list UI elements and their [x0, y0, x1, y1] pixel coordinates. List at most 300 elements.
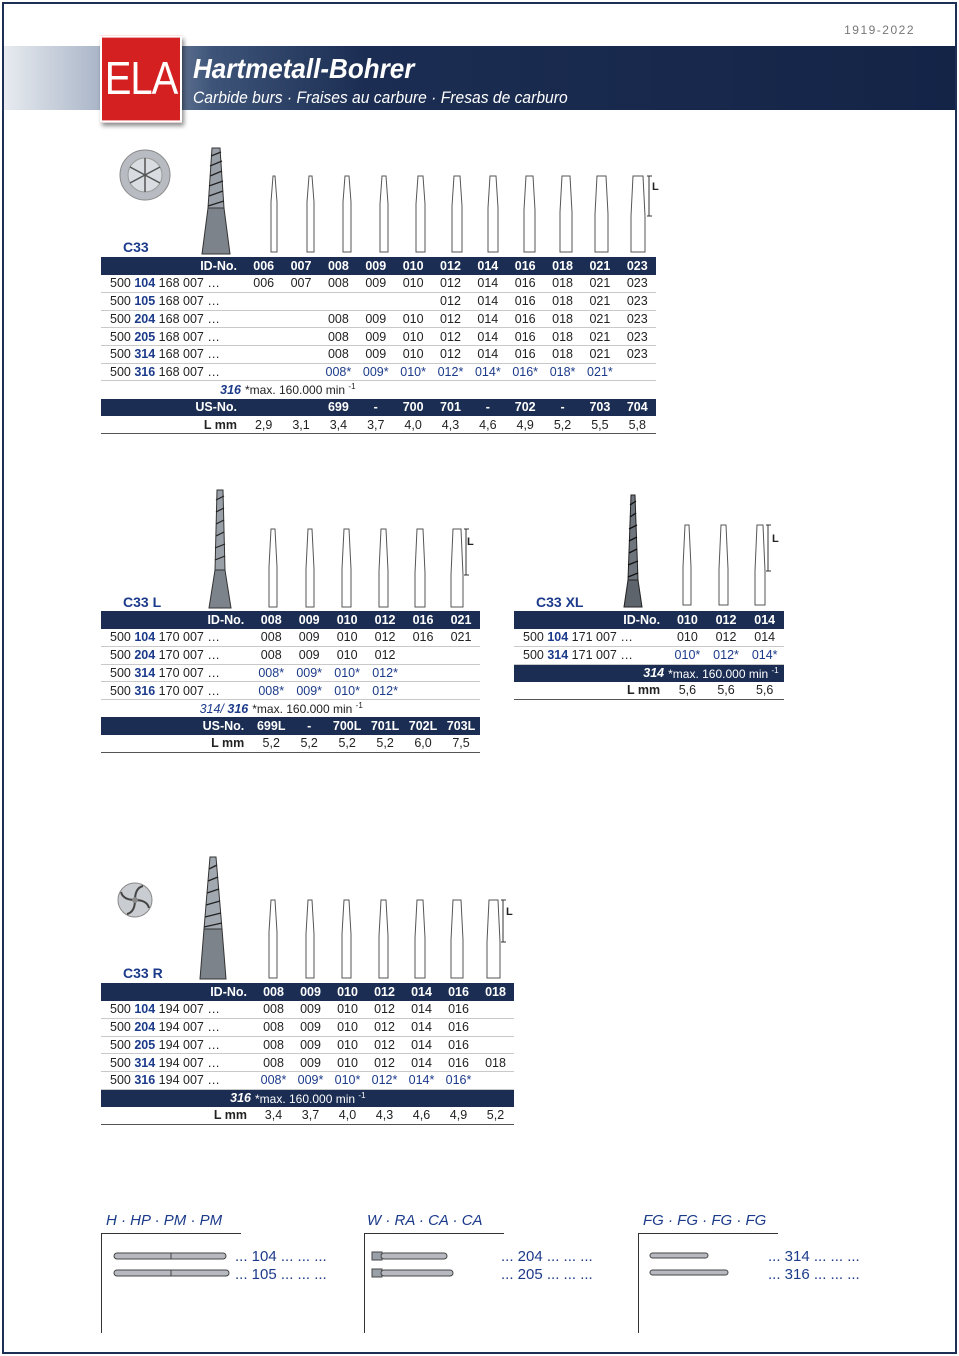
reference-number: 500 104 194 007 … [101, 1001, 255, 1019]
us-cell: 700L [328, 717, 366, 735]
cell: 010* [668, 646, 707, 664]
reference-number: 500 104 170 007 … [101, 629, 252, 647]
cell: 014 [403, 1001, 440, 1019]
c33l-length-marker: L [467, 536, 474, 548]
cell: 009 [290, 646, 328, 664]
us-cell: 701 [432, 399, 469, 417]
shank-box-fg [638, 1233, 778, 1333]
c33l-size-sketches [255, 527, 470, 609]
c33-end-view-image [119, 150, 175, 200]
cell: 018* [544, 363, 581, 381]
table-row [101, 682, 480, 700]
cell: 016* [440, 1071, 477, 1089]
table-row [101, 1071, 514, 1089]
reference-number: 500 316 168 007 … [101, 363, 245, 381]
cell: 012 [432, 328, 469, 346]
c33r-id-row [101, 983, 514, 1001]
id-cell: 012 [366, 983, 403, 1001]
cell [245, 292, 282, 310]
c33r-spec-table [101, 983, 514, 1125]
cell: 007 [282, 275, 319, 293]
note-text: *max. 160.000 min $^{-1}$ [245, 382, 356, 398]
c33-id-cell: 010 [394, 257, 431, 275]
cell: 016 [440, 1054, 477, 1072]
cell: 008 [320, 310, 357, 328]
c33-size-sketches [255, 172, 655, 254]
us-cell: - [544, 399, 581, 417]
c33-id-cell: 009 [357, 257, 394, 275]
cell: 016 [440, 1036, 477, 1054]
cell: 012 [432, 275, 469, 293]
cell [282, 292, 319, 310]
id-cell: 016 [404, 611, 442, 629]
cell: 010 [329, 1036, 366, 1054]
speed-note-row [514, 664, 784, 682]
table-row [101, 363, 656, 381]
c33r-size-sketches [255, 898, 507, 980]
us-cell: - [469, 399, 506, 417]
cell: 016 [507, 292, 544, 310]
cell: 023 [619, 310, 656, 328]
cell: 021 [581, 345, 618, 363]
c33-id-cell: 021 [581, 257, 618, 275]
cell: 010 [328, 646, 366, 664]
cell: 008 [252, 646, 290, 664]
cell [477, 1071, 514, 1089]
cell: 008 [255, 1036, 292, 1054]
lmm-cell: 2,9 [245, 416, 282, 434]
cell: 008* [252, 682, 290, 700]
cell [442, 646, 480, 664]
id-cell: 008 [255, 983, 292, 1001]
cell: 009 [290, 629, 328, 647]
cell: 021 [581, 275, 618, 293]
cell: 021* [581, 363, 618, 381]
us-header: US-No. [101, 399, 245, 417]
cell: 009 [292, 1001, 329, 1019]
note-text: *max. 160.000 min $^{-1}$ [668, 664, 784, 682]
table-row [101, 1036, 514, 1054]
speed-note-row [101, 1089, 514, 1107]
reference-number: 500 205 168 007 … [101, 328, 245, 346]
shank-code-205: ... 205 ... ... ... [501, 1266, 593, 1283]
reference-number: 500 204 170 007 … [101, 646, 252, 664]
reference-number: 500 105 168 007 … [101, 292, 245, 310]
lmm-cell: 5,6 [745, 682, 784, 700]
cell [477, 1018, 514, 1036]
lmm-cell: 3,7 [292, 1107, 329, 1125]
cell: 012* [366, 682, 404, 700]
c33l-us-row [101, 717, 480, 735]
table-row [101, 292, 656, 310]
cell [394, 292, 431, 310]
cell [404, 664, 442, 682]
us-header: US-No. [101, 717, 252, 735]
cell: 014* [403, 1071, 440, 1089]
cell: 009* [290, 664, 328, 682]
c33-spec-table [101, 257, 656, 434]
table-row [101, 1054, 514, 1072]
cell: 008* [255, 1071, 292, 1089]
reference-number: 500 204 168 007 … [101, 310, 245, 328]
cell: 021 [581, 328, 618, 346]
cell: 012 [432, 292, 469, 310]
us-cell: 703L [442, 717, 480, 735]
cell: 023 [619, 292, 656, 310]
c33l-bur-image [208, 490, 232, 608]
id-cell: 010 [328, 611, 366, 629]
cell: 008 [255, 1018, 292, 1036]
c33-us-row [101, 399, 656, 417]
cell: 008 [320, 345, 357, 363]
cell: 018 [544, 345, 581, 363]
cell: 009 [292, 1036, 329, 1054]
cell [282, 328, 319, 346]
note-text: *max. 160.000 min $^{-1}$ [252, 701, 363, 717]
c33xl-length-row [514, 682, 784, 700]
cell: 008 [320, 275, 357, 293]
c33r-bur-image [198, 857, 228, 979]
table-row [514, 646, 784, 664]
cell: 012 [366, 1001, 403, 1019]
cell: 009* [290, 682, 328, 700]
cell: 012 [432, 345, 469, 363]
table-row [101, 1001, 514, 1019]
cell: 012* [366, 1071, 403, 1089]
note-text: *max. 160.000 min $^{-1}$ [255, 1089, 514, 1107]
lmm-header: L mm [514, 682, 668, 700]
note-code: 314/ 316 [199, 701, 249, 716]
c33xl-label: C33 XL [536, 594, 584, 610]
cell: 012 [432, 310, 469, 328]
lmm-cell: 3,4 [320, 416, 357, 434]
cell: 023 [619, 328, 656, 346]
c33-id-cell: 018 [544, 257, 581, 275]
c33r-length-row [101, 1107, 514, 1125]
cell [282, 345, 319, 363]
cell: 014* [745, 646, 784, 664]
cell: 021 [581, 310, 618, 328]
cell: 021 [442, 629, 480, 647]
lmm-cell: 5,2 [366, 735, 404, 753]
cell [442, 682, 480, 700]
cell: 012* [432, 363, 469, 381]
reference-number: 500 314 168 007 … [101, 345, 245, 363]
reference-number: 500 104 168 007 … [101, 275, 245, 293]
table-row [101, 664, 480, 682]
cell: 016 [507, 310, 544, 328]
cell: 010 [329, 1001, 366, 1019]
shank-h-image [113, 1251, 233, 1281]
lmm-cell: 5,6 [668, 682, 707, 700]
reference-number: 500 314 170 007 … [101, 664, 252, 682]
us-cell: 701L [366, 717, 404, 735]
id-header: ID-No. [101, 611, 252, 629]
cell: 018 [544, 328, 581, 346]
cell: 018 [544, 292, 581, 310]
ela-logo: ELA [100, 35, 182, 122]
us-cell: 700 [394, 399, 431, 417]
c33r-length-marker: L [506, 906, 513, 918]
cell: 009 [357, 310, 394, 328]
reference-number: 500 104 171 007 … [514, 629, 668, 647]
c33-id-cell: 007 [282, 257, 319, 275]
lmm-header: L mm [101, 735, 252, 753]
c33xl-bur-image [621, 495, 645, 607]
id-cell: 010 [668, 611, 707, 629]
shank-heading-w: W · RA · CA · CA [367, 1212, 483, 1229]
shank-box-h [101, 1233, 241, 1333]
cell: 012 [366, 1018, 403, 1036]
shank-box-w [364, 1233, 504, 1333]
cell: 010 [329, 1054, 366, 1072]
id-cell: 021 [442, 611, 480, 629]
c33l-label: C33 L [123, 594, 162, 610]
cell: 009* [357, 363, 394, 381]
table-row [101, 345, 656, 363]
cell: 010 [329, 1018, 366, 1036]
cell: 014 [403, 1054, 440, 1072]
table-row [101, 310, 656, 328]
cell: 006 [245, 275, 282, 293]
reference-number: 500 314 171 007 … [514, 646, 668, 664]
shank-code-105: ... 105 ... ... ... [235, 1266, 327, 1283]
table-row [101, 629, 480, 647]
cell: 010 [394, 345, 431, 363]
id-cell: 016 [440, 983, 477, 1001]
cell [477, 1001, 514, 1019]
cell: 018 [544, 310, 581, 328]
shank-code-104: ... 104 ... ... ... [235, 1248, 327, 1265]
cell: 016 [507, 328, 544, 346]
c33-id-cell: 016 [507, 257, 544, 275]
cell: 010 [668, 629, 707, 647]
cell: 014 [469, 275, 506, 293]
c33r-label: C33 R [123, 965, 163, 981]
cell: 023 [619, 345, 656, 363]
c33-id-cell: 014 [469, 257, 506, 275]
cell: 010 [394, 275, 431, 293]
lmm-cell: 5,2 [290, 735, 328, 753]
shank-code-204: ... 204 ... ... ... [501, 1248, 593, 1265]
cell [320, 292, 357, 310]
c33-length-marker: L [652, 181, 659, 193]
cell: 010 [394, 310, 431, 328]
table-row [101, 646, 480, 664]
cell: 014* [469, 363, 506, 381]
cell: 008* [252, 664, 290, 682]
cell: 018 [544, 275, 581, 293]
reference-number: 500 205 194 007 … [101, 1036, 255, 1054]
cell: 016 [440, 1018, 477, 1036]
c33-id-cell: 012 [432, 257, 469, 275]
c33-id-header: ID-No. [101, 257, 245, 275]
us-cell: 702L [404, 717, 442, 735]
cell: 012 [366, 629, 404, 647]
lmm-cell: 5,2 [328, 735, 366, 753]
table-row [514, 629, 784, 647]
lmm-cell: 7,5 [442, 735, 480, 753]
cell: 014 [469, 345, 506, 363]
cell: 010* [329, 1071, 366, 1089]
cell: 010 [394, 328, 431, 346]
us-cell: - [290, 717, 328, 735]
lmm-cell: 5,2 [544, 416, 581, 434]
shank-w-image [371, 1250, 461, 1280]
c33-label: C33 [123, 239, 149, 255]
cell: 009 [292, 1018, 329, 1036]
cell [619, 363, 656, 381]
id-cell: 012 [366, 611, 404, 629]
cell: 009* [292, 1071, 329, 1089]
id-header: ID-No. [514, 611, 668, 629]
us-cell: 704 [619, 399, 656, 417]
id-cell: 009 [292, 983, 329, 1001]
lmm-cell: 5,2 [252, 735, 290, 753]
cell [245, 345, 282, 363]
id-cell: 008 [252, 611, 290, 629]
reference-number: 500 204 194 007 … [101, 1018, 255, 1036]
lmm-cell: 3,1 [282, 416, 319, 434]
c33-id-cell: 023 [619, 257, 656, 275]
cell: 018 [477, 1054, 514, 1072]
reference-number: 500 316 194 007 … [101, 1071, 255, 1089]
us-cell: 699L [252, 717, 290, 735]
lmm-cell: 5,6 [707, 682, 746, 700]
cell [282, 363, 319, 381]
page-title: Hartmetall-Bohrer [193, 53, 415, 84]
cell [442, 664, 480, 682]
cell [245, 363, 282, 381]
lmm-cell: 4,9 [507, 416, 544, 434]
lmm-cell: 4,6 [403, 1107, 440, 1125]
id-cell: 018 [477, 983, 514, 1001]
id-cell: 014 [403, 983, 440, 1001]
cell: 008 [252, 629, 290, 647]
cell: 014 [469, 310, 506, 328]
cell [477, 1036, 514, 1054]
cell: 016 [507, 345, 544, 363]
c33-id-row [101, 257, 656, 275]
cell: 012 [707, 629, 746, 647]
year-range: 1919-2022 [844, 23, 915, 37]
cell: 009 [357, 328, 394, 346]
lmm-header: L mm [101, 416, 245, 434]
cell: 009 [357, 345, 394, 363]
cell: 016* [507, 363, 544, 381]
cell: 010* [328, 664, 366, 682]
cell: 014 [469, 292, 506, 310]
lmm-cell: 4,3 [366, 1107, 403, 1125]
us-cell: 702 [507, 399, 544, 417]
shank-heading-fg: FG · FG · FG · FG [643, 1212, 767, 1229]
lmm-cell: 6,0 [404, 735, 442, 753]
cell: 008 [255, 1054, 292, 1072]
table-row [101, 275, 656, 293]
id-header: ID-No. [101, 983, 255, 1001]
c33l-length-row [101, 735, 480, 753]
cell: 012 [366, 1054, 403, 1072]
us-cell [245, 399, 282, 417]
cell [245, 310, 282, 328]
shank-heading-h: H · HP · PM · PM [106, 1212, 223, 1229]
c33-id-cell: 008 [320, 257, 357, 275]
shank-code-314: ... 314 ... ... ... [768, 1248, 860, 1265]
cell: 010* [328, 682, 366, 700]
reference-number: 500 314 194 007 … [101, 1054, 255, 1072]
cell: 012 [366, 646, 404, 664]
lmm-cell: 5,5 [581, 416, 618, 434]
id-cell: 012 [707, 611, 746, 629]
page-subtitle: Carbide burs · Fraises au carbure · Fresas de carburo [193, 88, 568, 107]
c33l-id-row [101, 611, 480, 629]
c33l-spec-table [101, 611, 480, 753]
cell: 016 [440, 1001, 477, 1019]
cell [404, 682, 442, 700]
lmm-cell: 4,3 [432, 416, 469, 434]
note-code: 316 [101, 1089, 255, 1107]
cell: 010 [328, 629, 366, 647]
cell: 012* [707, 646, 746, 664]
c33xl-size-sketches [670, 523, 775, 607]
shank-code-316: ... 316 ... ... ... [768, 1266, 860, 1283]
cell [282, 310, 319, 328]
lmm-cell: 3,7 [357, 416, 394, 434]
note-code: 316 [220, 382, 241, 397]
lmm-cell: 4,0 [329, 1107, 366, 1125]
c33xl-id-row [514, 611, 784, 629]
speed-note-row [101, 381, 656, 399]
cell [404, 646, 442, 664]
note-code: 314 [514, 664, 668, 682]
c33xl-spec-table [514, 611, 784, 700]
cell: 014 [403, 1018, 440, 1036]
cell: 014 [469, 328, 506, 346]
table-row [101, 328, 656, 346]
cell: 012 [366, 1036, 403, 1054]
lmm-cell: 5,8 [619, 416, 656, 434]
us-cell: - [357, 399, 394, 417]
cell: 012* [366, 664, 404, 682]
cell: 014 [403, 1036, 440, 1054]
lmm-cell: 5,2 [477, 1107, 514, 1125]
c33-length-row [101, 416, 656, 434]
shank-fg-image [649, 1251, 739, 1281]
cell: 023 [619, 275, 656, 293]
cell: 008 [320, 328, 357, 346]
id-cell: 014 [745, 611, 784, 629]
c33-bur-image [202, 148, 232, 254]
lmm-cell: 3,4 [255, 1107, 292, 1125]
us-cell [282, 399, 319, 417]
cell: 009 [292, 1054, 329, 1072]
lmm-cell: 4,6 [469, 416, 506, 434]
reference-number: 500 316 170 007 … [101, 682, 252, 700]
lmm-header: L mm [101, 1107, 255, 1125]
cell: 008* [320, 363, 357, 381]
id-cell: 010 [329, 983, 366, 1001]
c33r-end-view-image [117, 882, 153, 918]
lmm-cell: 4,9 [440, 1107, 477, 1125]
speed-note-row [101, 699, 480, 717]
cell: 010* [394, 363, 431, 381]
c33-id-cell: 006 [245, 257, 282, 275]
cell: 009 [357, 275, 394, 293]
us-cell: 699 [320, 399, 357, 417]
c33xl-length-marker: L [772, 533, 779, 545]
table-row [101, 1018, 514, 1036]
us-cell: 703 [581, 399, 618, 417]
